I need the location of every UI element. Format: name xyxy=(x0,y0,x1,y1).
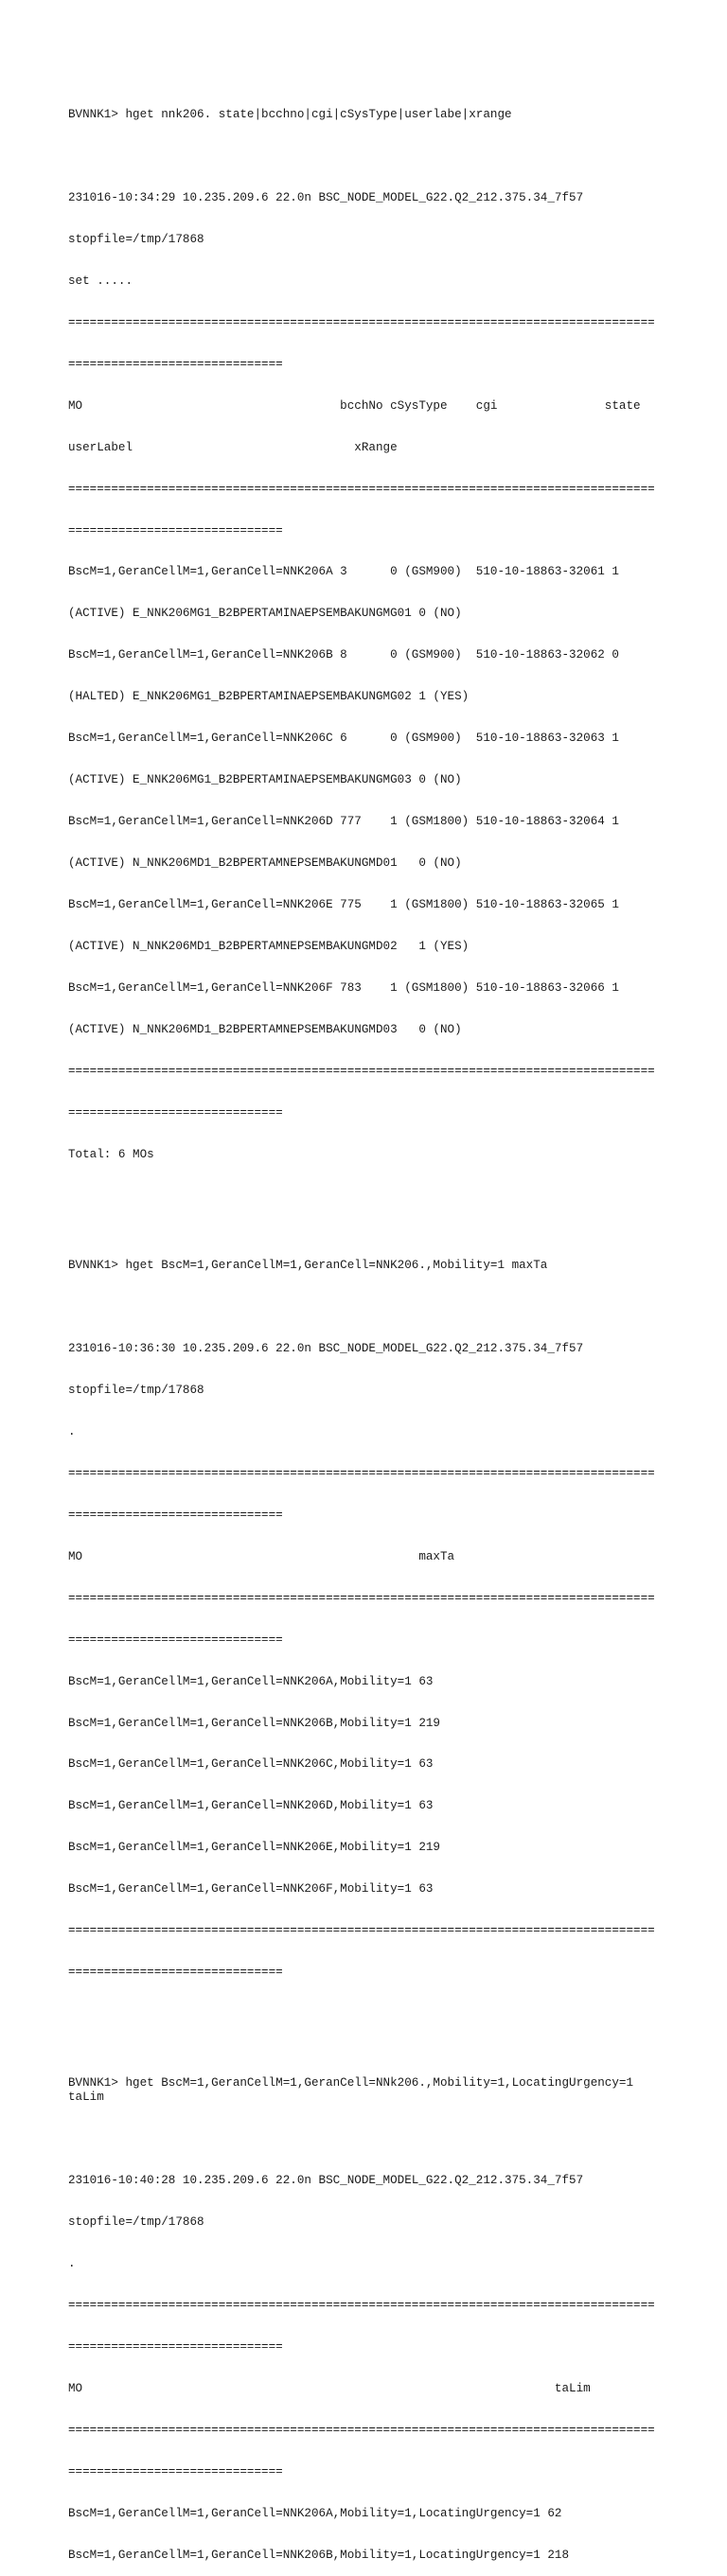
separator-line: ============================== xyxy=(68,1632,283,1647)
table-row: (ACTIVE) N_NNK206MD1_B2BPERTAMNEPSEMBAKUNGMD02 1 (YES) xyxy=(68,940,470,954)
blank-line xyxy=(68,2132,674,2146)
table-header: userLabel xRange xyxy=(68,440,398,454)
table-row: BscM=1,GeranCellM=1,GeranCell=NNK206A,Mobility=1,LocatingUrgency=1 62 xyxy=(68,2506,562,2520)
table-row: BscM=1,GeranCellM=1,GeranCell=NNK206F,Mobility=1 63 xyxy=(68,1882,434,1897)
table-row: (HALTED) E_NNK206MG1_B2BPERTAMINAEPSEMBAKUNGMG02 1 (YES) xyxy=(68,690,470,704)
separator-line: ============================== xyxy=(68,1966,283,1980)
separator-line: ================================================================================== xyxy=(68,1064,655,1078)
table-row: BscM=1,GeranCellM=1,GeranCell=NNK206E,Mobility=1 219 xyxy=(68,1841,440,1855)
separator-line: ================================================================================== xyxy=(68,315,655,329)
progress-line: . xyxy=(68,1424,76,1438)
blank-line xyxy=(68,1300,674,1314)
progress-line: . xyxy=(68,2256,76,2270)
table-header: MO taLim xyxy=(68,2381,591,2395)
separator-line: ============================== xyxy=(68,1105,283,1120)
table-row: BscM=1,GeranCellM=1,GeranCell=NNK206B,Mobility=1 219 xyxy=(68,1716,440,1730)
separator-line: ============================== xyxy=(68,2339,283,2354)
table-row: BscM=1,GeranCellM=1,GeranCell=NNK206B 8 0 (GSM900) 510-10-18863-32062 0 xyxy=(68,648,619,662)
blank-line xyxy=(68,150,674,164)
separator-line: ================================================================================== xyxy=(68,1924,655,1938)
table-row: BscM=1,GeranCellM=1,GeranCell=NNK206E 775 1 (GSM1800) 510-10-18863-32065 1 xyxy=(68,898,619,912)
separator-line: ============================== xyxy=(68,1508,283,1522)
table-row: (ACTIVE) E_NNK206MG1_B2BPERTAMINAEPSEMBAKUNGMG01 0 (NO) xyxy=(68,607,462,621)
stopfile-line: stopfile=/tmp/17868 xyxy=(68,1383,204,1397)
timestamp-line: 231016-10:40:28 10.235.209.6 22.0n BSC_NODE_MODEL_G22.Q2_212.375.34_7f57 xyxy=(68,2174,584,2187)
separator-line: ================================================================================== xyxy=(68,2423,655,2437)
separator-line: ================================================================================== xyxy=(68,2298,655,2312)
separator-line: ================================================================================== xyxy=(68,1466,655,1480)
separator-line: ============================== xyxy=(68,523,283,538)
table-row: BscM=1,GeranCellM=1,GeranCell=NNK206D 777 1 (GSM1800) 510-10-18863-32064 1 xyxy=(68,815,619,829)
table-row: BscM=1,GeranCellM=1,GeranCell=NNK206A,Mobility=1 63 xyxy=(68,1674,434,1688)
blank-line xyxy=(68,1190,674,1204)
terminal-transcript xyxy=(68,66,674,2576)
stopfile-line: stopfile=/tmp/17868 xyxy=(68,232,204,246)
command-line: BVNNK1> hget nnk206. state|bcchno|cgi|cSysType|userlabe|xrange xyxy=(68,107,512,121)
command-line: BVNNK1> hget BscM=1,GeranCellM=1,GeranCell=NNk206.,Mobility=1,LocatingUrgency=1 taLim xyxy=(68,2076,634,2105)
table-row: (ACTIVE) N_NNK206MD1_B2BPERTAMNEPSEMBAKUNGMD01 0 (NO) xyxy=(68,856,462,871)
separator-line: ================================================================================== xyxy=(68,1591,655,1605)
table-row: BscM=1,GeranCellM=1,GeranCell=NNK206B,Mobility=1,LocatingUrgency=1 218 xyxy=(68,2548,570,2562)
timestamp-line: 231016-10:34:29 10.235.209.6 22.0n BSC_NODE_MODEL_G22.Q2_212.375.34_7f57 xyxy=(68,190,584,204)
table-row: BscM=1,GeranCellM=1,GeranCell=NNK206A 3 0 (GSM900) 510-10-18863-32061 1 xyxy=(68,565,619,579)
table-header: MO maxTa xyxy=(68,1549,455,1563)
timestamp-line: 231016-10:36:30 10.235.209.6 22.0n BSC_NODE_MODEL_G22.Q2_212.375.34_7f57 xyxy=(68,1341,584,1355)
table-row: BscM=1,GeranCellM=1,GeranCell=NNK206D,Mobility=1 63 xyxy=(68,1799,434,1813)
progress-line: set ..... xyxy=(68,273,133,288)
separator-line: ================================================================================== xyxy=(68,482,655,496)
separator-line: ============================== xyxy=(68,357,283,371)
table-row: BscM=1,GeranCellM=1,GeranCell=NNK206C,Mobility=1 63 xyxy=(68,1757,434,1772)
stopfile-line: stopfile=/tmp/17868 xyxy=(68,2214,204,2229)
table-row: (ACTIVE) E_NNK206MG1_B2BPERTAMINAEPSEMBAKUNGMG03 0 (NO) xyxy=(68,773,462,787)
blank-line xyxy=(68,2007,674,2021)
total-line: Total: 6 MOs xyxy=(68,1147,154,1161)
table-row: BscM=1,GeranCellM=1,GeranCell=NNK206C 6 0 (GSM900) 510-10-18863-32063 1 xyxy=(68,732,619,746)
table-row: (ACTIVE) N_NNK206MD1_B2BPERTAMNEPSEMBAKUNGMD03 0 (NO) xyxy=(68,1022,462,1036)
table-row: BscM=1,GeranCellM=1,GeranCell=NNK206F 783 1 (GSM1800) 510-10-18863-32066 1 xyxy=(68,980,619,995)
table-header: MO bcchNo cSysType cgi state xyxy=(68,398,641,413)
command-line: BVNNK1> hget BscM=1,GeranCellM=1,GeranCell=NNK206.,Mobility=1 maxTa xyxy=(68,1259,548,1273)
separator-line: ============================== xyxy=(68,2464,283,2479)
